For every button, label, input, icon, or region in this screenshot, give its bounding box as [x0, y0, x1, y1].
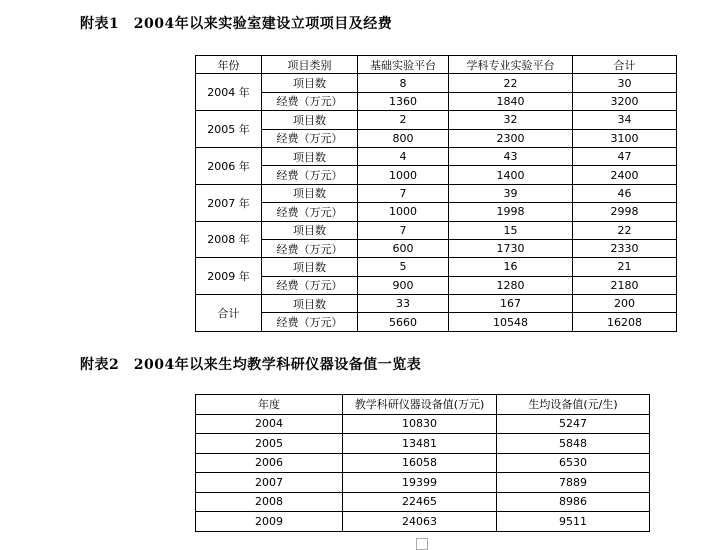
- year-cell: 2005: [196, 434, 343, 454]
- category-cell: 项目数: [262, 221, 358, 239]
- basic-platform-cell: 600: [358, 239, 449, 257]
- category-cell: 项目数: [262, 295, 358, 313]
- year-cell: 2006: [196, 453, 343, 473]
- category-cell: 经费（万元）: [262, 313, 358, 331]
- header-category: 项目类别: [262, 56, 358, 74]
- discipline-platform-cell: 2300: [449, 129, 573, 147]
- year-cell: 2004 年: [196, 74, 262, 111]
- year-cell: 2005 年: [196, 111, 262, 148]
- table-row: [196, 184, 677, 202]
- category-cell: 项目数: [262, 147, 358, 165]
- header-row: [196, 56, 677, 74]
- total-cell: 2998: [573, 203, 677, 221]
- total-cell: 46: [573, 184, 677, 202]
- year-cell: 2007 年: [196, 184, 262, 221]
- category-cell: 项目数: [262, 184, 358, 202]
- discipline-platform-cell: 22: [449, 74, 573, 92]
- table-row: [196, 313, 677, 331]
- per-student-value-cell: 9511: [497, 512, 650, 532]
- header-equipment-value: 教学科研仪器设备值(万元): [343, 395, 497, 415]
- table-row: [196, 147, 677, 165]
- header-per-student-value: 生均设备值(元/生): [497, 395, 650, 415]
- total-cell: 16208: [573, 313, 677, 331]
- header-row: [196, 395, 650, 415]
- table2-title: 附表2 2004年以来生均教学科研仪器设备值一览表: [80, 357, 422, 373]
- header-basic-platform: 基础实验平台: [358, 56, 449, 74]
- discipline-platform-cell: 43: [449, 147, 573, 165]
- total-cell: 2330: [573, 239, 677, 257]
- basic-platform-cell: 800: [358, 129, 449, 147]
- discipline-platform-cell: 167: [449, 295, 573, 313]
- equipment-value-cell: 10830: [343, 414, 497, 434]
- equipment-value-cell: 16058: [343, 453, 497, 473]
- basic-platform-cell: 7: [358, 184, 449, 202]
- header-total: 合计: [573, 56, 677, 74]
- year-cell: 2007: [196, 473, 343, 493]
- table-row: [196, 74, 677, 92]
- discipline-platform-cell: 32: [449, 111, 573, 129]
- table-row: [196, 92, 677, 110]
- table-row: [196, 414, 650, 434]
- discipline-platform-cell: 10548: [449, 313, 573, 331]
- table-row: [196, 221, 677, 239]
- basic-platform-cell: 2: [358, 111, 449, 129]
- equipment-value-cell: 13481: [343, 434, 497, 454]
- equipment-value-cell: 24063: [343, 512, 497, 532]
- total-cell: 3100: [573, 129, 677, 147]
- basic-platform-cell: 4: [358, 147, 449, 165]
- total-cell: 21: [573, 258, 677, 276]
- table-row: [196, 239, 677, 257]
- header-year: 年份: [196, 56, 262, 74]
- discipline-platform-cell: 16: [449, 258, 573, 276]
- total-cell: 30: [573, 74, 677, 92]
- category-cell: 项目数: [262, 74, 358, 92]
- year-cell: 2009: [196, 512, 343, 532]
- category-cell: 经费（万元）: [262, 92, 358, 110]
- category-cell: 经费（万元）: [262, 203, 358, 221]
- equipment-value-cell: 19399: [343, 473, 497, 493]
- per-student-value-cell: 8986: [497, 492, 650, 512]
- basic-platform-cell: 5660: [358, 313, 449, 331]
- total-cell: 3200: [573, 92, 677, 110]
- equipment-value-cell: 22465: [343, 492, 497, 512]
- table-row: [196, 203, 677, 221]
- lab-projects-table: [195, 55, 677, 332]
- per-student-value-cell: 5247: [497, 414, 650, 434]
- discipline-platform-cell: 1840: [449, 92, 573, 110]
- table-row: [196, 129, 677, 147]
- year-cell: 2008 年: [196, 221, 262, 258]
- table-row: [196, 473, 650, 493]
- basic-platform-cell: 33: [358, 295, 449, 313]
- year-cell: 2009 年: [196, 258, 262, 295]
- discipline-platform-cell: 1998: [449, 203, 573, 221]
- year-cell: 2008: [196, 492, 343, 512]
- year-cell: 合计: [196, 295, 262, 332]
- basic-platform-cell: 5: [358, 258, 449, 276]
- year-cell: 2004: [196, 414, 343, 434]
- table-row: [196, 111, 677, 129]
- per-student-value-cell: 6530: [497, 453, 650, 473]
- basic-platform-cell: 1360: [358, 92, 449, 110]
- basic-platform-cell: 7: [358, 221, 449, 239]
- discipline-platform-cell: 1280: [449, 276, 573, 294]
- category-cell: 经费（万元）: [262, 239, 358, 257]
- total-cell: 2180: [573, 276, 677, 294]
- total-cell: 2400: [573, 166, 677, 184]
- basic-platform-cell: 1000: [358, 166, 449, 184]
- table-row: [196, 492, 650, 512]
- table-row: [196, 166, 677, 184]
- basic-platform-cell: 8: [358, 74, 449, 92]
- table-row: [196, 453, 650, 473]
- equipment-value-table: [195, 394, 650, 532]
- table-row: [196, 276, 677, 294]
- basic-platform-cell: 900: [358, 276, 449, 294]
- table-row: [196, 258, 677, 276]
- category-cell: 经费（万元）: [262, 166, 358, 184]
- category-cell: 经费（万元）: [262, 276, 358, 294]
- per-student-value-cell: 7889: [497, 473, 650, 493]
- discipline-platform-cell: 39: [449, 184, 573, 202]
- table1-title: 附表1 2004年以来实验室建设立项项目及经费: [80, 16, 393, 32]
- table-row: [196, 512, 650, 532]
- category-cell: 项目数: [262, 111, 358, 129]
- header-discipline-platform: 学科专业实验平台: [449, 56, 573, 74]
- discipline-platform-cell: 15: [449, 221, 573, 239]
- discipline-platform-cell: 1730: [449, 239, 573, 257]
- basic-platform-cell: 1000: [358, 203, 449, 221]
- per-student-value-cell: 5848: [497, 434, 650, 454]
- image-placeholder-icon: [416, 538, 428, 550]
- table-row: [196, 434, 650, 454]
- category-cell: 项目数: [262, 258, 358, 276]
- total-cell: 200: [573, 295, 677, 313]
- total-cell: 22: [573, 221, 677, 239]
- year-cell: 2006 年: [196, 147, 262, 184]
- total-cell: 34: [573, 111, 677, 129]
- discipline-platform-cell: 1400: [449, 166, 573, 184]
- table-row: [196, 295, 677, 313]
- total-cell: 47: [573, 147, 677, 165]
- header-year: 年度: [196, 395, 343, 415]
- category-cell: 经费（万元）: [262, 129, 358, 147]
